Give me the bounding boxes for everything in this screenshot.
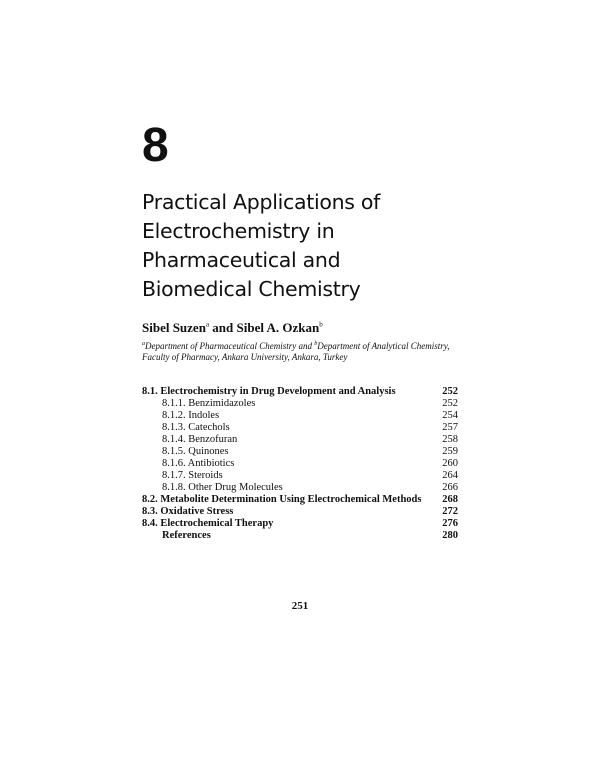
toc-page: 276 xyxy=(442,518,458,529)
author-name: Sibel A. Ozkan xyxy=(236,320,320,335)
toc-page: 254 xyxy=(442,410,458,421)
affiliation-line xyxy=(142,339,452,352)
title-line: Electrochemistry in xyxy=(142,219,335,243)
author-name: Sibel Suzen xyxy=(142,320,206,335)
toc-label: 8.1.4. Benzofuran xyxy=(162,434,238,445)
chapter-title xyxy=(142,188,380,304)
toc-entry[interactable] xyxy=(142,470,460,482)
title-line: Pharmaceutical and xyxy=(142,248,341,272)
affiliation-superscript: a xyxy=(142,341,145,347)
toc-entry[interactable] xyxy=(142,446,460,458)
toc-label: 8.4. Electrochemical Therapy xyxy=(142,518,274,529)
toc-label: 8.2. Metabolite Determination Using Electrochemical Methods xyxy=(142,494,422,505)
toc-entry[interactable] xyxy=(142,422,460,434)
toc-label: 8.1.5. Quinones xyxy=(162,446,229,457)
toc-page: 264 xyxy=(442,470,458,481)
toc-entry[interactable] xyxy=(142,530,460,542)
affiliation-line: Faculty of Pharmacy, Ankara University, Ankara, Turkey xyxy=(142,352,348,362)
chapter-number: 8 xyxy=(142,119,169,172)
affiliation-text: Department of Analytical Chemistry, xyxy=(317,341,450,351)
toc-entry[interactable] xyxy=(142,434,460,446)
toc-page: 280 xyxy=(442,530,458,541)
toc-entry[interactable] xyxy=(142,506,460,518)
toc-label: 8.3. Oxidative Stress xyxy=(142,506,234,517)
toc-entry[interactable] xyxy=(142,386,460,398)
toc-page: 268 xyxy=(442,494,458,505)
toc-page: 257 xyxy=(442,422,458,433)
toc-entry[interactable] xyxy=(142,458,460,470)
page-number: 251 xyxy=(291,600,309,612)
table-of-contents xyxy=(142,386,460,542)
affiliation-superscript: b xyxy=(314,341,318,347)
toc-page: 258 xyxy=(442,434,458,445)
toc-label: 8.1. Electrochemistry in Drug Development and Analysis xyxy=(142,386,396,397)
author-line xyxy=(142,320,323,336)
author-superscript: a xyxy=(205,320,210,329)
toc-label: 8.1.1. Benzimidazoles xyxy=(162,398,256,409)
toc-label: 8.1.6. Antibiotics xyxy=(162,458,235,469)
toc-entry[interactable] xyxy=(142,410,460,422)
toc-page: 259 xyxy=(442,446,458,457)
toc-entry[interactable] xyxy=(142,494,460,506)
affiliation-text: Department of Pharmaceutical Chemistry and xyxy=(145,341,312,351)
toc-entry[interactable] xyxy=(142,398,460,410)
toc-label: 8.1.8. Other Drug Molecules xyxy=(162,482,283,493)
toc-label: 8.1.7. Steroids xyxy=(162,470,223,481)
toc-page: 252 xyxy=(442,398,458,409)
toc-label: 8.1.2. Indoles xyxy=(162,410,220,421)
title-line: Biomedical Chemistry xyxy=(142,277,361,301)
toc-page: 266 xyxy=(442,482,458,493)
author-conjunction: and xyxy=(212,320,234,335)
toc-entry[interactable] xyxy=(142,518,460,530)
title-line: Practical Applications of xyxy=(142,190,381,214)
toc-entry[interactable] xyxy=(142,482,460,494)
toc-page: 252 xyxy=(442,386,458,397)
toc-page: 272 xyxy=(442,506,458,517)
affiliation xyxy=(142,339,452,363)
author-superscript: b xyxy=(319,320,323,329)
toc-label: References xyxy=(162,530,211,541)
toc-label: 8.1.3. Catechols xyxy=(162,422,230,433)
toc-page: 260 xyxy=(442,458,458,469)
